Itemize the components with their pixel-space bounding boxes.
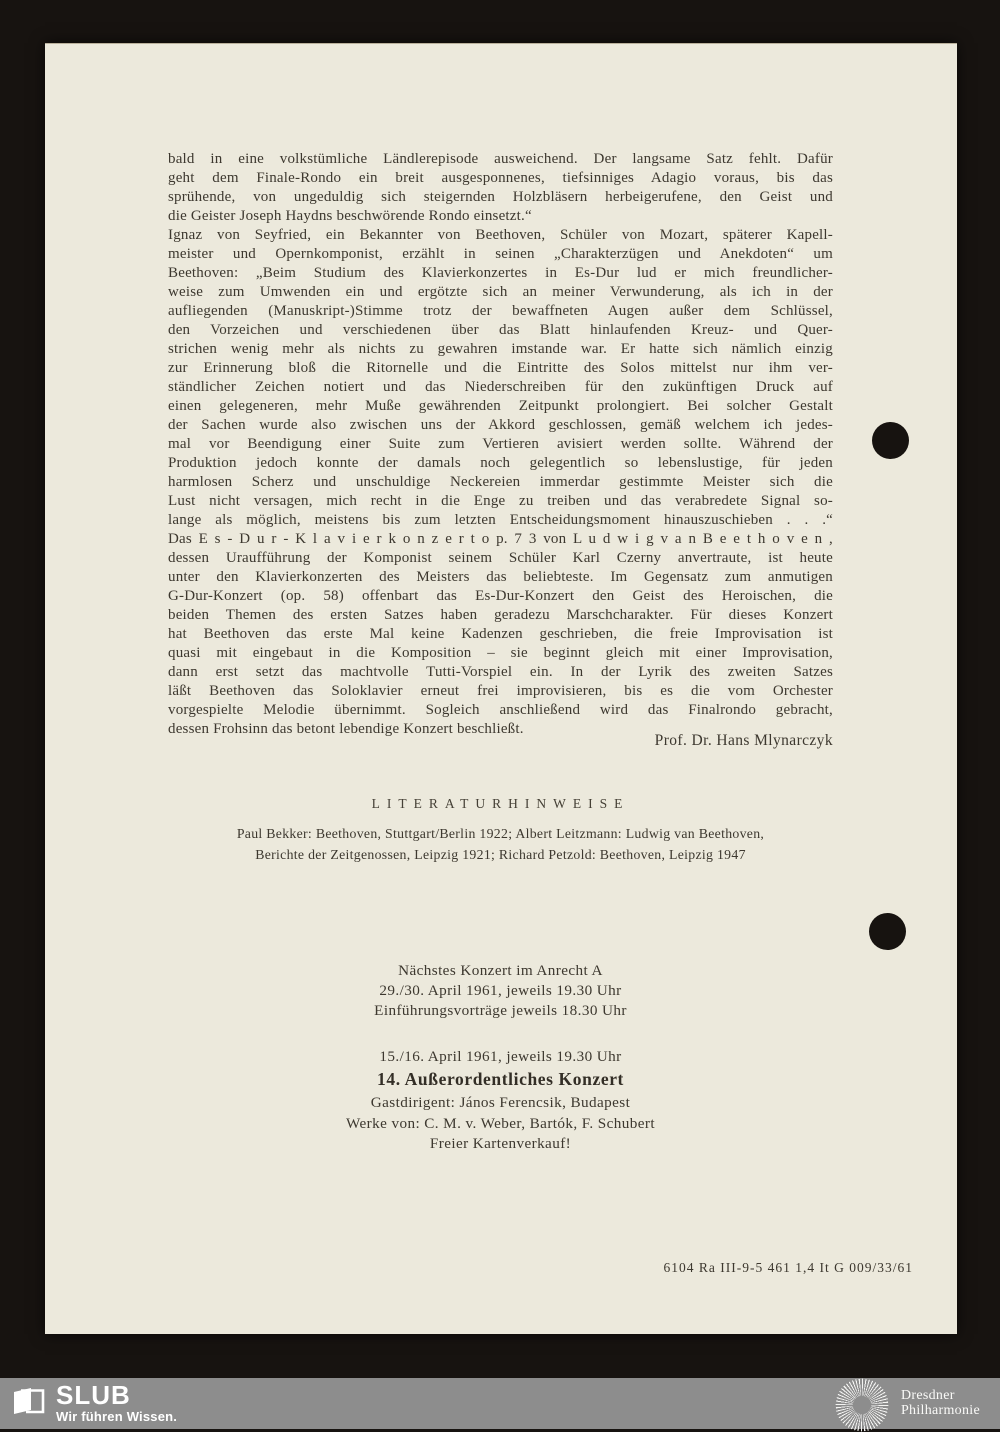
body-line: geht dem Finale-Rondo ein breit ausgesponnenes, tiefsinniges Adagio voraus, bis das <box>168 170 833 186</box>
slub-book-icon <box>12 1386 46 1416</box>
slub-tagline: Wir führen Wissen. <box>56 1409 178 1424</box>
body-line: Ignaz von Seyfried, ein Bekannter von Beethoven, Schüler von Mozart, späterer Kapell- <box>168 227 833 243</box>
body-line: weise zum Umwenden ein und ergötzte sich an meiner Verwunderung, als ich in der <box>168 284 833 300</box>
body-line: zur Erinnerung bloß die Ritornelle und die Eintritte des Solos mittelst nur ihm ver- <box>168 360 833 376</box>
special-concert-date: 15./16. April 1961, jeweils 19.30 Uhr <box>379 1048 622 1065</box>
viewer-footer-bar <box>0 1378 1000 1429</box>
author-signature: Prof. Dr. Hans Mlynarczyk <box>654 732 833 749</box>
body-line: dann erst setzt das machtvolle Tutti-Vorspiel ein. In der Lyrik des zweiten Satzes <box>168 664 833 680</box>
body-line: harmlosen Scherz und unschuldige Neckereien immerdar gestimmte Meister sich die <box>168 474 833 490</box>
philharmonie-name-line: Dresdner <box>900 1388 955 1403</box>
catalog-number: 6104 Ra III-9-5 461 1,4 It G 009/33/61 <box>663 1260 913 1275</box>
body-line: ständlicher Zeichen notiert und das Niederschreiben für den zukünftigen Druck auf <box>168 379 833 395</box>
body-line: meister und Opernkomponist, erzählt in seinen „Charakterzügen und Anekdoten“ um <box>168 246 833 262</box>
body-line: strichen wenig mehr als nichts zu gewahren imstande war. Er hatte sich nämlich einzig <box>168 341 833 357</box>
body-line: Beethoven: „Beim Studium des Klavierkonzertes in Es-Dur lud er mich freundlicher- <box>168 265 833 281</box>
literature-references <box>138 823 863 865</box>
body-line: quasi mit eingebaut in die Komposition – sie beginnt gleich mit einer Improvisation, <box>168 645 833 661</box>
body-line: hat Beethoven das erste Mal keine Kadenzen geschrieben, die freie Improvisation ist <box>168 626 833 642</box>
body-line: läßt Beethoven das Soloklavier erneut frei improvisieren, bis es die vom Orchester <box>168 683 833 699</box>
body-line: Das E s - D u r - K l a v i e r k o n z e r t o p. 7 3 von L u d w i g v a n B e e t h o v e n , <box>168 531 833 547</box>
body-line: dessen Frohsinn das betont lebendige Konzert beschließt. <box>168 721 524 737</box>
literature-heading: LITERATURHINWEISE <box>371 796 630 811</box>
body-line: sprühende, von ungeduldig sich steigernden Holzbläsern herbeigerufene, den Geist und <box>168 189 833 205</box>
main-text-block <box>168 150 833 739</box>
body-line: unter den Klavierkonzerten des Meisters das beliebteste. Im Gegensatz zum anmutigen <box>168 569 833 585</box>
philharmonie-name-line: Philharmonie <box>900 1402 980 1418</box>
body-line: bald in eine volkstümliche Ländlerepisode ausweichend. Der langsame Satz fehlt. Dafür <box>168 151 833 167</box>
body-line: lange als möglich, meistens bis zum letzten Entscheidungsmoment hinauszuschieben . . .“ <box>168 512 833 528</box>
slub-branding <box>12 1382 177 1424</box>
body-line: der Sachen wurde also zwischen uns der Akkord geschlossen, gemäß welchem ich jedes- <box>168 417 833 433</box>
body-line: dessen Uraufführung der Komponist seinem Schüler Karl Czerny anvertraute, ist heute <box>168 550 833 566</box>
special-concert-title: 14. Außerordentliches Konzert <box>377 1068 624 1089</box>
body-line: beiden Themen des ersten Satzes haben geradezu Marschcharakter. Für dieses Konzert <box>168 607 833 623</box>
next-concert-lecture: Einführungsvorträge jeweils 18.30 Uhr <box>374 1002 627 1019</box>
next-concert-title: Nächstes Konzert im Anrecht A <box>398 962 603 979</box>
body-line: einen gelegeneren, mehr Muße gewährenden Zeitpunkt prolongiert. Bei solcher Gestalt <box>168 398 833 414</box>
special-concert-conductor: Gastdirigent: János Ferencsik, Budapest <box>370 1094 631 1111</box>
literature-line: Paul Bekker: Beethoven, Stuttgart/Berlin 1922; Albert Leitzmann: Ludwig van Beethoven, <box>236 826 765 841</box>
body-line: G-Dur-Konzert (op. 58) offenbart das Es-Dur-Konzert den Geist des Heroischen, die <box>168 588 833 604</box>
body-line: mal vor Beendigung einer Suite zum Vertieren avisiert werden sollte. Während der <box>168 436 833 452</box>
body-line: die Geister Joseph Haydns beschwörende Rondo einsetzt.“ <box>168 208 532 224</box>
body-line: den Vorzeichen und verschiedenen über das Blatt hinlaufenden Kreuz- und Quer- <box>168 322 833 338</box>
special-concert-announcement <box>168 1047 833 1155</box>
next-concert-announcement <box>168 961 833 1021</box>
body-line: Lust nicht versagen, mich recht in die Enge zu treiben und das verabredete Signal so- <box>168 493 833 509</box>
body-line: aufliegenden (Manuskript-)Stimme trotz der bewaffneten Augen außer dem Schlüssel, <box>168 303 833 319</box>
special-concert-works: Werke von: C. M. v. Weber, Bartók, F. Schubert <box>346 1114 655 1132</box>
scanned-page <box>45 43 957 1334</box>
special-concert-tickets: Freier Kartenverkauf! <box>429 1135 572 1152</box>
body-line: vorgespielte Melodie übernimmt. Sogleich anschließend wird das Finalrondo gebracht, <box>168 702 833 718</box>
philharmonie-sunburst-icon <box>835 1378 889 1432</box>
punch-hole <box>869 913 906 950</box>
body-line: Produktion jedoch konnte der damals noch gelegentlich so lebenslustige, für jeden <box>168 455 833 471</box>
philharmonie-branding <box>835 1378 980 1429</box>
next-concert-date: 29./30. April 1961, jeweils 19.30 Uhr <box>379 982 622 999</box>
slub-logo-text: SLUB <box>56 1380 131 1410</box>
literature-line: Berichte der Zeitgenossen, Leipzig 1921; Richard Petzold: Beethoven, Leipzig 1947 <box>255 847 746 862</box>
punch-hole <box>872 422 909 459</box>
